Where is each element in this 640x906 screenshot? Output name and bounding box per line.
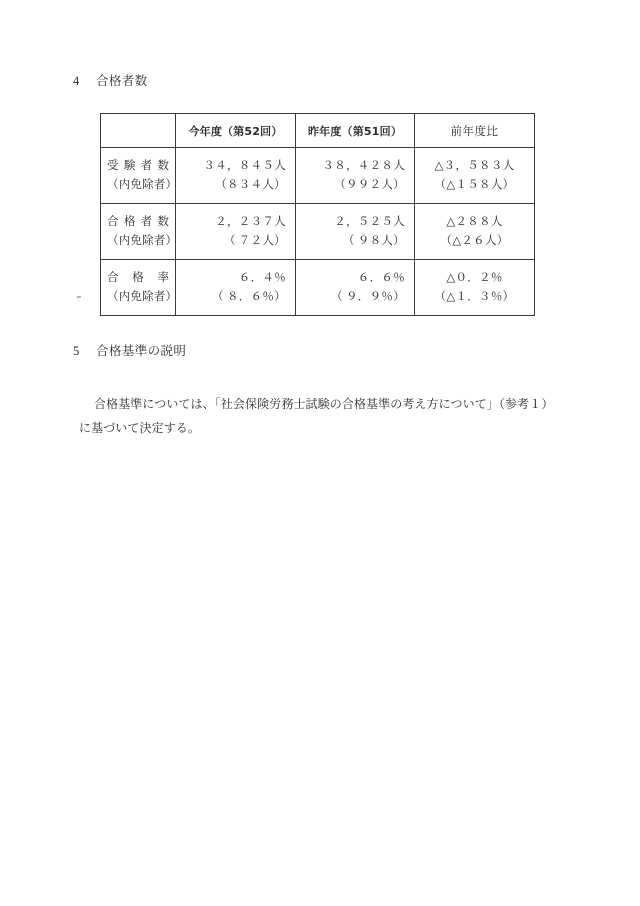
table-header-year-on-year: 前年度比	[415, 114, 535, 148]
criteria-description-paragraph	[79, 392, 565, 440]
section-title-5: 合格基準の説明	[96, 344, 187, 358]
cell-value-main: ２，２３７人	[215, 215, 286, 228]
cell-value-main: △３，５８３人	[434, 159, 515, 172]
cell-value-sub: （△２６人）	[440, 234, 509, 247]
pass-statistics-table-wrapper	[100, 113, 534, 316]
row-label-sub: （内免除者）	[107, 178, 178, 191]
section-heading-4	[73, 74, 148, 89]
table-body	[101, 148, 535, 316]
row-label-pass-rate	[101, 260, 176, 316]
table-header-row	[101, 114, 535, 148]
cell-value-sub: （△１５８人）	[434, 178, 515, 191]
row-label-main: 合 格 率	[107, 271, 169, 284]
table-header-previous-year: 昨年度（第51回）	[296, 114, 415, 148]
table-header-current-year: 今年度（第52回）	[176, 114, 296, 148]
cell-value-sub: （ ７２人）	[223, 234, 286, 247]
table-row	[101, 148, 535, 204]
paragraph-line: 合格基準については、「社会保険労務士試験の合格基準の考え方について」（参考１）	[94, 397, 554, 411]
table-row	[101, 204, 535, 260]
cell-value-main: △０．２％	[446, 271, 503, 284]
cell-value-main: ３８，４２８人	[322, 159, 405, 172]
section-number-4: 4	[73, 74, 80, 88]
section-title-4: 合格者数	[96, 74, 148, 88]
row-label-applicants	[101, 148, 176, 204]
scan-artifact-speck	[77, 296, 81, 298]
cell-value-main: ６．６％	[357, 271, 405, 284]
cell-passers-current-year	[176, 204, 296, 260]
cell-value-sub: （９９２人）	[334, 178, 405, 191]
row-label-passers	[101, 204, 176, 260]
section-heading-5	[73, 344, 186, 359]
table-header-corner	[101, 114, 176, 148]
cell-value-sub: （ ８．６％）	[212, 290, 286, 303]
cell-value-sub: （ ９８人）	[342, 234, 405, 247]
cell-value-sub: （８３４人）	[215, 178, 286, 191]
cell-pass-rate-year-on-year	[415, 260, 535, 316]
cell-passers-previous-year	[296, 204, 415, 260]
paragraph-line: に基づいて決定する。	[79, 421, 201, 435]
row-label-main: 受 験 者 数	[107, 159, 169, 172]
cell-pass-rate-previous-year	[296, 260, 415, 316]
cell-value-main: ３４，８４５人	[203, 159, 286, 172]
pass-statistics-table	[100, 113, 535, 316]
cell-pass-rate-current-year	[176, 260, 296, 316]
cell-value-sub: （ ９．９％）	[331, 290, 405, 303]
cell-value-sub: （△１．３％）	[434, 290, 515, 303]
table-row	[101, 260, 535, 316]
row-label-sub: （内免除者）	[107, 234, 178, 247]
cell-value-main: ２，５２５人	[334, 215, 405, 228]
row-label-main: 合 格 者 数	[107, 215, 169, 228]
cell-value-main: △２８８人	[446, 215, 503, 228]
cell-applicants-current-year	[176, 148, 296, 204]
cell-passers-year-on-year	[415, 204, 535, 260]
cell-applicants-previous-year	[296, 148, 415, 204]
cell-value-main: ６．４％	[238, 271, 286, 284]
section-number-5: 5	[73, 344, 80, 358]
cell-applicants-year-on-year	[415, 148, 535, 204]
row-label-sub: （内免除者）	[107, 290, 178, 303]
